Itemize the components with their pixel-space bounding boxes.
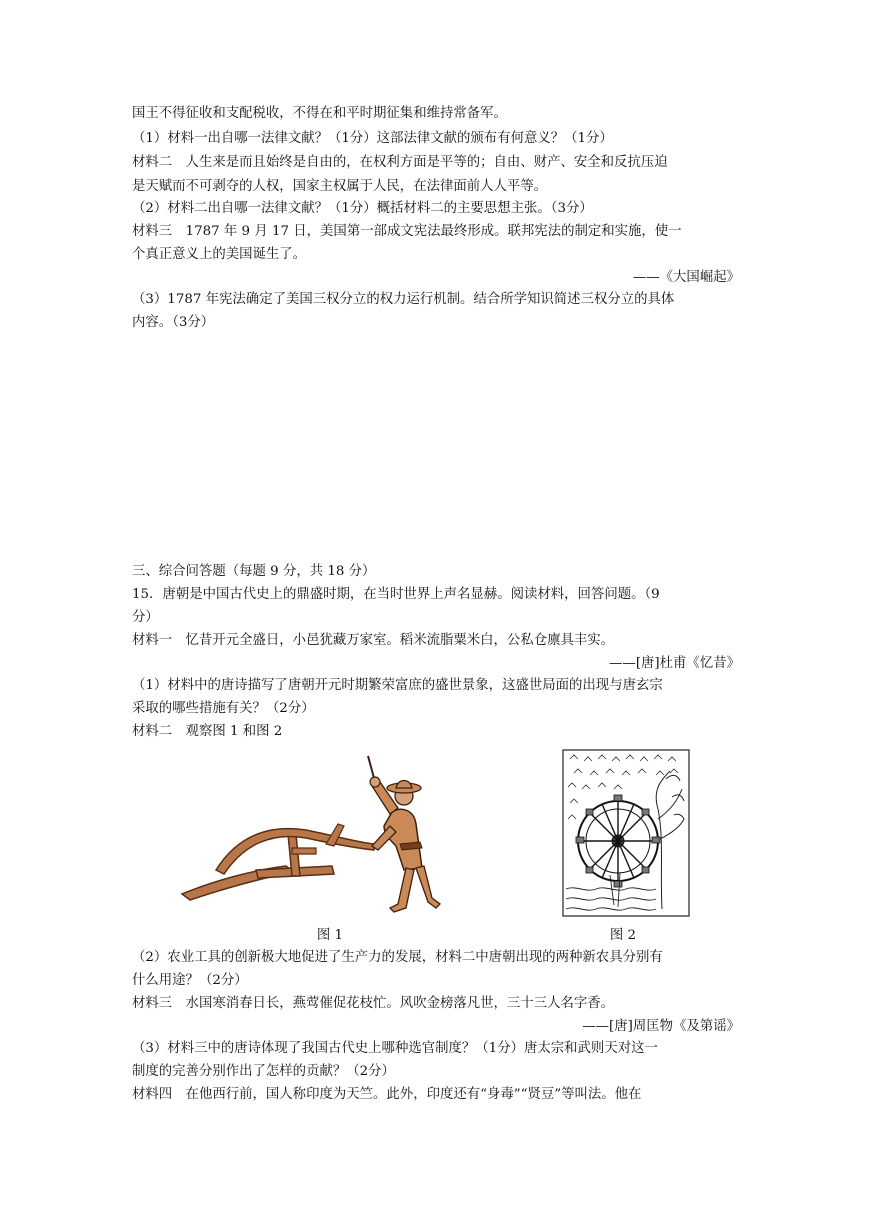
figure-1-plow-image [176, 748, 446, 918]
question-15-2: （2）农业工具的创新极大地促进了生产力的发展，材料二中唐朝出现的两种新农具分别有 [132, 950, 663, 965]
question-3-cont: 内容。（3分） [132, 315, 215, 330]
figure-2-waterwheel-image [562, 749, 690, 917]
section-heading: 三、综合问答题（每题 9 分，共 18 分） [132, 564, 376, 579]
question-15-intro: 15．唐朝是中国古代史上的鼎盛时期，在当时世界上声名显赫。阅读材料，回答问题。（9 [132, 587, 660, 602]
material-two-label: 材料二 观察图 1 和图 2 [132, 724, 283, 739]
material-two-text: 材料二 人生来是而且始终是自由的，在权利方面是平等的；自由、财产、安全和反抗压迫 [132, 155, 668, 170]
material-three-poem: 材料三 水国寒消春日长，燕莺催促花枝忙。风吹金榜落凡世，三十三人名字香。 [132, 996, 615, 1011]
source-citation: ——[唐]周匡物《及第谣》 [582, 1019, 740, 1034]
waterwheel-icon [562, 749, 690, 917]
question-15-1-cont: 采取的哪些措施有关？（2分） [132, 701, 315, 716]
material-one-text: 国王不得征收和支配税收，不得在和平时期征集和维持常备军。 [132, 106, 507, 121]
question-2: （2）材料二出自哪一法律文献？（1分）概括材料二的主要思想主张。（3分） [132, 201, 593, 216]
question-15-intro-cont: 分） [132, 610, 159, 625]
material-four-text: 材料四 在他西行前，国人称印度为天竺。此外，印度还有“身毒”“贤豆”等叫法。他在 [132, 1087, 642, 1102]
material-three-text: 材料三 1787 年 9 月 17 日，美国第一部成文宪法最终形成。联邦宪法的制定和实施，使一 [132, 224, 682, 239]
figure-1-caption: 图 1 [316, 928, 344, 943]
question-3: （3）1787 年宪法确定了美国三权分立的权力运行机制。结合所学知识简述三权分立的具体 [132, 292, 675, 307]
question-1: （1）材料一出自哪一法律文献？（1分）这部法律文献的颁布有何意义？（1分） [132, 131, 613, 146]
source-citation: ——《大国崛起》 [632, 270, 740, 285]
question-15-3: （3）材料三中的唐诗体现了我国古代史上哪种选官制度？（1分）唐太宗和武则天对这一 [132, 1041, 658, 1056]
question-15-2-cont: 什么用途？（2分） [132, 973, 248, 988]
question-15-1: （1）材料中的唐诗描写了唐朝开元时期繁荣富庶的盛世景象，这盛世局面的出现与唐玄宗 [132, 678, 663, 693]
source-citation: ——[唐]杜甫《忆昔》 [609, 656, 740, 671]
material-one-poem: 材料一 忆昔开元全盛日，小邑犹藏万家室。稻米流脂粟米白，公私仓廪具丰实。 [132, 633, 615, 648]
material-two-text-cont: 是天赋而不可剥夺的人权，国家主权属于人民，在法律面前人人平等。 [132, 179, 548, 194]
figure-2-caption: 图 2 [609, 928, 637, 943]
plow-farmer-icon [176, 748, 446, 918]
material-three-text-cont: 个真正意义上的美国诞生了。 [132, 247, 307, 262]
question-15-3-cont: 制度的完善分别作出了怎样的贡献？（2分） [132, 1064, 395, 1079]
